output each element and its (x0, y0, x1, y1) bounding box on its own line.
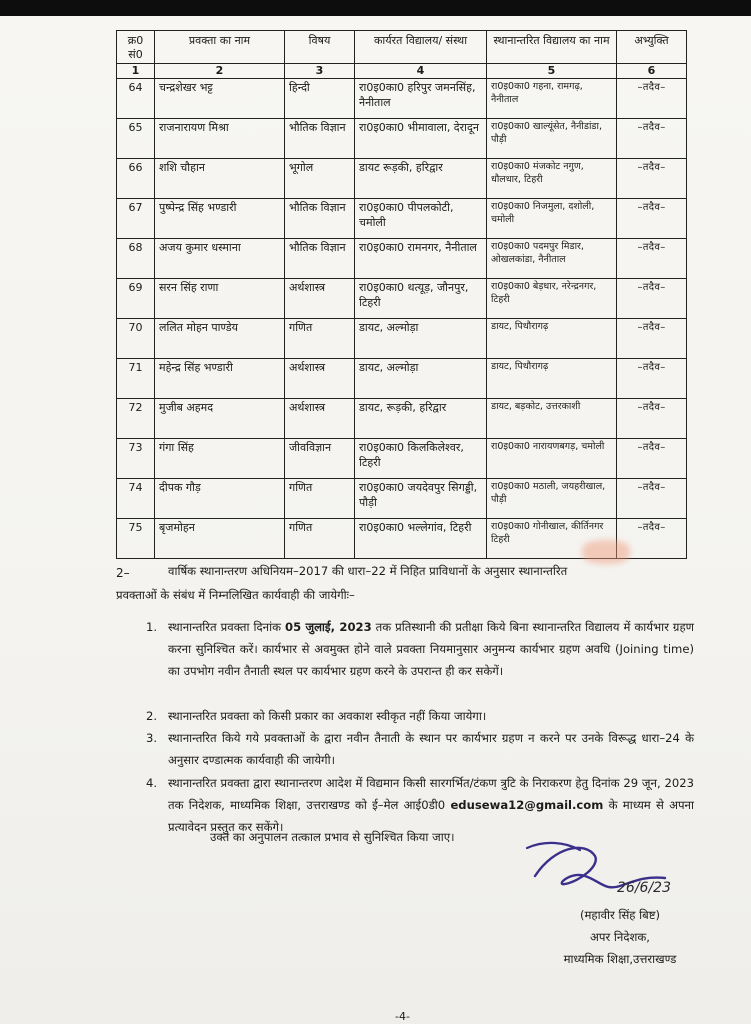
table-column-number-row (117, 64, 687, 79)
subject-cell: भौतिक विज्ञान (285, 119, 355, 159)
current-school-cell: डायट, रूड़की, हरिद्वार (355, 399, 487, 439)
table-row (117, 359, 687, 399)
table-row (117, 319, 687, 359)
row-serial-cell: 70 (117, 319, 155, 359)
subject-cell: अर्थशास्त्र (285, 279, 355, 319)
svg-text:26/6/23: 26/6/23 (617, 880, 671, 896)
transfer-table (116, 30, 687, 559)
item-text: स्थानान्तरित प्रवक्ता को किसी प्रकार का अवकाश स्वीकृत नहीं किया जायेगा। (168, 709, 487, 723)
section-intro-continued: प्रवक्ताओं के संबंध में निम्नलिखित कार्यवाही की जायेगीः– (116, 588, 355, 602)
row-serial-cell: 67 (117, 199, 155, 239)
table-row (117, 79, 687, 119)
table-row (117, 159, 687, 199)
subject-cell: अर्थशास्त्र (285, 359, 355, 399)
email-address: edusewa12@gmail.com (450, 798, 604, 812)
col-number: 5 (487, 64, 617, 79)
signature-block (520, 904, 720, 970)
header-subject: विषय (285, 31, 355, 64)
remark-cell: –तदैव– (617, 119, 687, 159)
remark-cell: –तदैव– (617, 239, 687, 279)
row-serial-cell: 68 (117, 239, 155, 279)
table-row (117, 279, 687, 319)
deadline-date: 05 जुलाई, 2023 (285, 620, 372, 634)
item-text: स्थानान्तरित प्रवक्ता द्वारा स्थानान्तरण आदेश में विद्यमान किसी सारगर्भित/टंकण त्रुटि के निराकरण हेतु दिनांक 29 जून, 2023 तक निदेशक, माध्यमिक शिक्षा, उत्तराखण्ड को ई–मेल आई0डी0 edusewa12@gmail.com के माध्यम से अपना प्रत्यावेदन प्रस्तुत कर सकेंगे। (168, 776, 694, 834)
table-row (117, 239, 687, 279)
table-row (117, 399, 687, 439)
subject-cell: जीवविज्ञान (285, 439, 355, 479)
signatory-designation: अपर निदेशक, (590, 930, 650, 944)
item-number: 1. (146, 620, 158, 634)
teacher-name-cell: राजनारायण मिश्रा (155, 119, 285, 159)
remark-cell: –तदैव– (617, 439, 687, 479)
teacher-name-cell: अजय कुमार धस्माना (155, 239, 285, 279)
item-text: स्थानान्तरित प्रवक्ता दिनांक 05 जुलाई, 2023 तक प्रतिस्थानी की प्रतीक्षा किये बिना स्थानान्तरित विद्यालय में कार्यभार ग्रहण करना सुनिश्चित करें। कार्यभार से अवमुक्त होने वाले प्रवक्ता नियमानुसार अनुमन्य कार्यभार ग्रहण अवधि (Joining time) का उपभोग नवीन तैनाती स्थल पर कार्यभार ग्रहण करने के उपरान्त ही कर सकेगें। (168, 620, 694, 678)
transferred-school-cell: रा0इ0का0 गहना, रामगढ़, नैनीताल (487, 79, 617, 119)
transferred-school-cell: रा0इ0का0 मठाली, जयहरीखाल, पौड़ी (487, 479, 617, 519)
header-transferred-school: स्थानान्तरित विद्यालय का नाम (487, 31, 617, 64)
subject-cell: भौतिक विज्ञान (285, 239, 355, 279)
current-school-cell: रा0इ0का0 थत्यूड़, जौनपुर, टिहरी (355, 279, 487, 319)
table-row (117, 199, 687, 239)
row-serial-cell: 64 (117, 79, 155, 119)
current-school-cell: रा0इ0का0 भल्लेगांव, टिहरी (355, 519, 487, 559)
transferred-school-cell: डायट, बड़कोट, उत्तरकाशी (487, 399, 617, 439)
current-school-cell: रा0इ0का0 जयदेवपुर सिगड्डी, पौड़ी (355, 479, 487, 519)
subject-cell: भौतिक विज्ञान (285, 199, 355, 239)
transferred-school-cell: रा0इ0का0 पदमपुर मिडार, ओखलकांडा, नैनीताल (487, 239, 617, 279)
remark-cell: –तदैव– (617, 159, 687, 199)
teacher-name-cell: बृजमोहन (155, 519, 285, 559)
top-dark-edge (0, 0, 751, 16)
section-intro: वार्षिक स्थानान्तरण अधिनियम–2017 की धारा–22 में निहित प्राविधानों के अनुसार स्थानान्तरित (168, 564, 568, 578)
teacher-name-cell: दीपक गौड़ (155, 479, 285, 519)
teacher-name-cell: सरन सिंह राणा (155, 279, 285, 319)
current-school-cell: रा0इ0का0 भीमावाला, देरादून (355, 119, 487, 159)
section-number: 2– (116, 566, 130, 580)
table-row (117, 439, 687, 479)
header-remark: अभ्युक्ति (617, 31, 687, 64)
row-serial-cell: 71 (117, 359, 155, 399)
remark-cell: –तदैव– (617, 359, 687, 399)
subject-cell: अर्थशास्त्र (285, 399, 355, 439)
header-current-school: कार्यरत विद्यालय/ संस्था (355, 31, 487, 64)
row-serial-cell: 69 (117, 279, 155, 319)
item-number: 3. (146, 731, 158, 745)
row-serial-cell: 75 (117, 519, 155, 559)
col-number: 1 (117, 64, 155, 79)
page-number: -4- (395, 1010, 410, 1023)
col-number: 2 (155, 64, 285, 79)
table-row (117, 479, 687, 519)
current-school-cell: रा0इ0का0 रामनगर, नैनीताल (355, 239, 487, 279)
row-serial-cell: 66 (117, 159, 155, 199)
closing-line: उक्त का अनुपालन तत्काल प्रभाव से सुनिश्चित किया जाए। (210, 830, 455, 844)
transferred-school-cell: डायट, पिथौरागढ़ (487, 359, 617, 399)
remark-cell: –तदैव– (617, 319, 687, 359)
item-number: 4. (146, 776, 158, 790)
item-text: स्थानान्तरित किये गये प्रवक्ताओं के द्वारा नवीन तैनाती के स्थान पर कार्यभार ग्रहण न करने पर उनके विरूद्ध धारा–24 के अनुसार दण्डात्मक कार्यवाही की जायेगी। (168, 731, 694, 767)
transferred-school-cell: रा0इ0का0 नारायणबगड़, चमोली (487, 439, 617, 479)
remark-cell: –तदैव– (617, 279, 687, 319)
transferred-school-cell: रा0इ0का0 निजमुला, दशोली, चमोली (487, 199, 617, 239)
table-row (117, 119, 687, 159)
table-header-row (117, 31, 687, 64)
row-serial-cell: 65 (117, 119, 155, 159)
current-school-cell: रा0इ0का0 पीपलकोटी, चमोली (355, 199, 487, 239)
transferred-school-cell: रा0इ0का0 खाल्यूंसेत, नैनीडांडा, पौड़ी (487, 119, 617, 159)
row-serial-cell: 73 (117, 439, 155, 479)
header-name: प्रवक्ता का नाम (155, 31, 285, 64)
handwritten-signature (525, 836, 705, 906)
row-serial-cell: 72 (117, 399, 155, 439)
item-number: 2. (146, 709, 158, 723)
teacher-name-cell: मुजीब अहमद (155, 399, 285, 439)
remark-cell: –तदैव– (617, 79, 687, 119)
current-school-cell: रा0इ0का0 हरिपुर जमनसिंह, नैनीताल (355, 79, 487, 119)
teacher-name-cell: गंगा सिंह (155, 439, 285, 479)
teacher-name-cell: महेन्द्र सिंह भण्डारी (155, 359, 285, 399)
teacher-name-cell: पुष्पेन्द्र सिंह भण्डारी (155, 199, 285, 239)
subject-cell: गणित (285, 319, 355, 359)
remark-cell: –तदैव– (617, 479, 687, 519)
transferred-school-cell: रा0इ0का0 मंजकोट नगुण, धौलधार, टिहरी (487, 159, 617, 199)
teacher-name-cell: शशि चौहान (155, 159, 285, 199)
teacher-name-cell: ललित मोहन पाण्डेय (155, 319, 285, 359)
header-serial: क्र0 सं0 (117, 31, 155, 64)
signatory-office: माध्यमिक शिक्षा,उत्तराखण्ड (563, 952, 677, 966)
remark-cell: –तदैव– (617, 399, 687, 439)
remark-cell: –तदैव– (617, 519, 687, 559)
current-school-cell: डायट, अल्मोड़ा (355, 319, 487, 359)
remark-cell: –तदैव– (617, 199, 687, 239)
row-serial-cell: 74 (117, 479, 155, 519)
current-school-cell: रा0इ0का0 किलकिलेश्वर, टिहरी (355, 439, 487, 479)
subject-cell: गणित (285, 519, 355, 559)
col-number: 6 (617, 64, 687, 79)
subject-cell: भूगोल (285, 159, 355, 199)
current-school-cell: डायट, अल्मोड़ा (355, 359, 487, 399)
transferred-school-cell: रा0इ0का0 गोनीखाल, कीर्तिनगर टिहरी (487, 519, 617, 559)
col-number: 4 (355, 64, 487, 79)
teacher-name-cell: चन्द्रशेखर भट्ट (155, 79, 285, 119)
subject-cell: हिन्दी (285, 79, 355, 119)
transferred-school-cell: रा0इ0का0 बेड़धार, नरेन्द्रनगर, टिहरी (487, 279, 617, 319)
signatory-name: (महावीर सिंह बिष्ट) (579, 908, 661, 922)
current-school-cell: डायट रूड़की, हरिद्वार (355, 159, 487, 199)
subject-cell: गणित (285, 479, 355, 519)
col-number: 3 (285, 64, 355, 79)
transferred-school-cell: डायट, पिथौरागढ़ (487, 319, 617, 359)
